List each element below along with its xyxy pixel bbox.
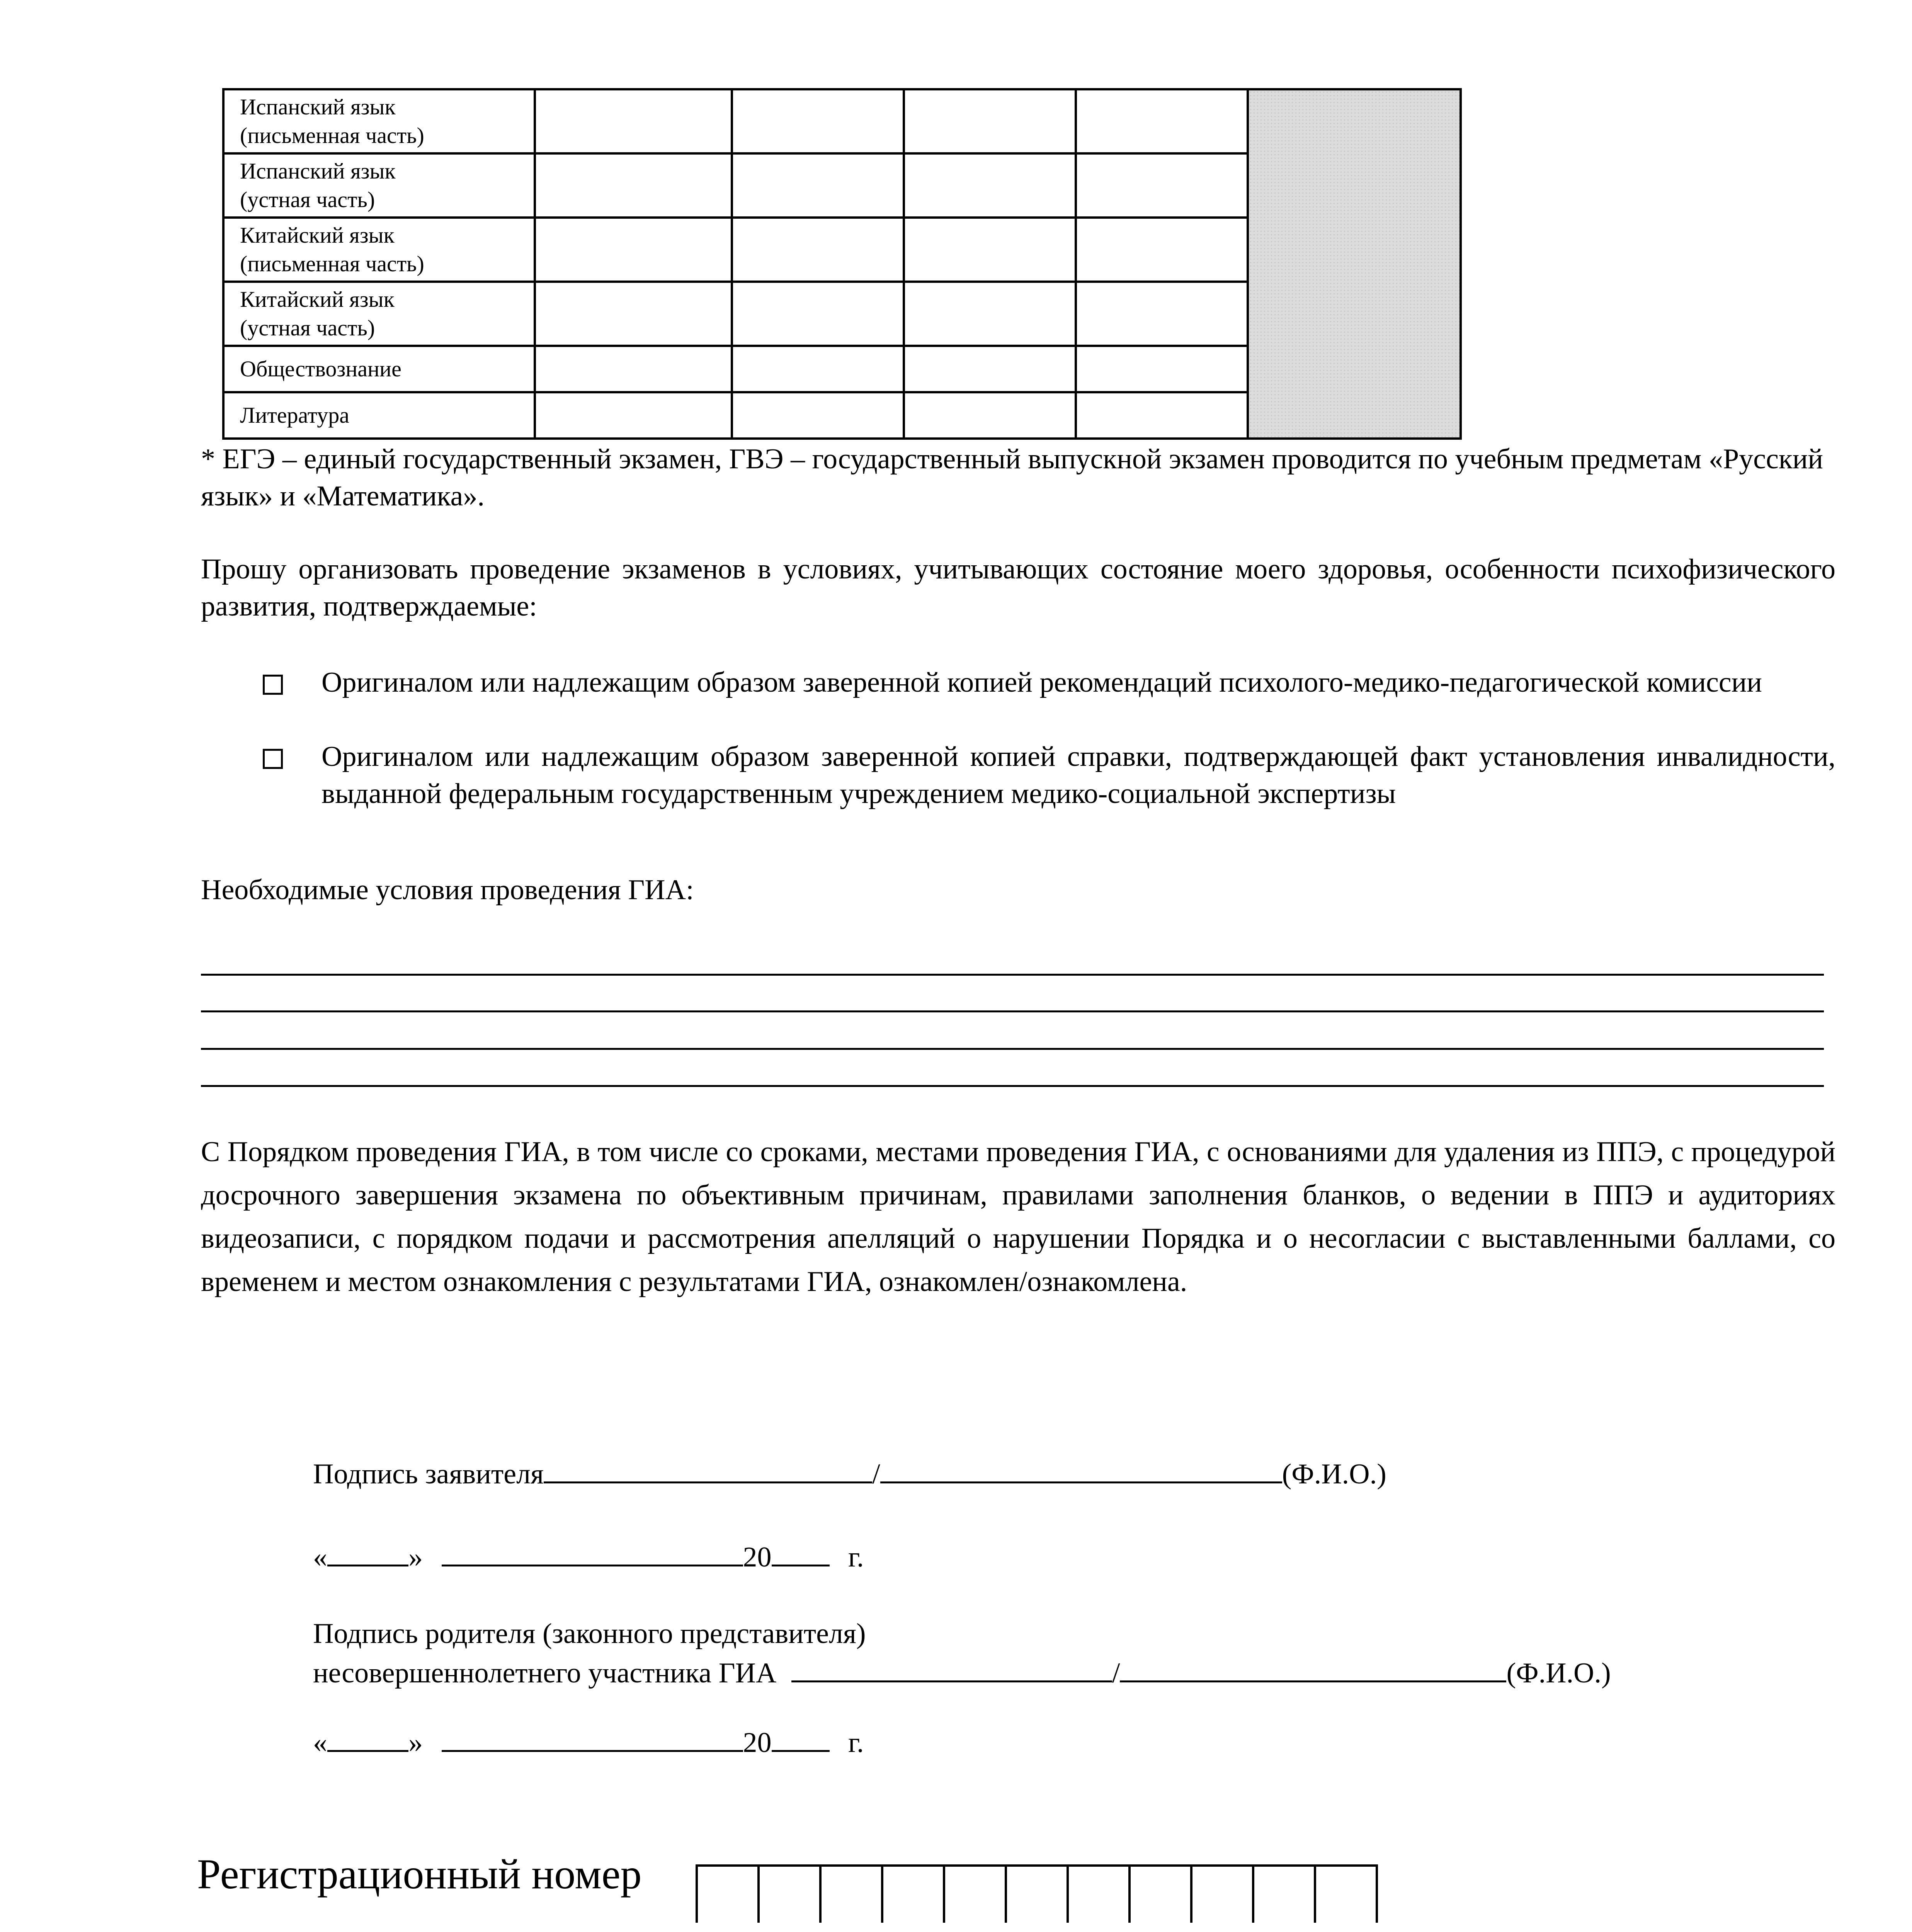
table-cell[interactable] (904, 153, 1076, 218)
registration-number-label: Регистрационный номер (197, 1850, 642, 1898)
parent-date-row (313, 1721, 864, 1761)
registration-number-box[interactable] (881, 1867, 943, 1923)
table-cell[interactable] (1076, 282, 1248, 346)
year-suffix: г. (848, 1727, 864, 1759)
request-paragraph: Прошу организовать проведение экзаменов в условиях, учитывающих состояние моего здоровья, особенности психофизического развития, подтверждаемые: (201, 553, 1835, 622)
date-quote-close: » (408, 1541, 423, 1573)
fio-label: (Ф.И.О.) (1506, 1657, 1611, 1689)
registration-number-box[interactable] (1067, 1867, 1128, 1923)
date-day-field[interactable] (327, 1721, 408, 1752)
applicant-signature-field[interactable] (544, 1453, 872, 1483)
subject-name: Обществознание (223, 346, 535, 392)
table-cell[interactable] (904, 282, 1076, 346)
conditions-line[interactable] (201, 1085, 1824, 1087)
registration-number-box[interactable] (757, 1867, 819, 1923)
subject-name: Испанский язык (письменная часть) (223, 89, 535, 153)
subject-name: Китайский язык (письменная часть) (223, 218, 535, 282)
parent-signature-field[interactable] (791, 1652, 1112, 1682)
conditions-line[interactable] (201, 1010, 1824, 1012)
year-prefix: 20 (743, 1541, 772, 1573)
parent-signature-row (313, 1652, 1611, 1692)
year-suffix: г. (848, 1541, 864, 1573)
subject-name: Литература (223, 392, 535, 439)
date-year-field[interactable] (772, 1536, 830, 1566)
date-quote-close: » (408, 1727, 423, 1759)
table-cell[interactable] (732, 218, 904, 282)
table-cell[interactable] (904, 346, 1076, 392)
registration-number-box[interactable] (1252, 1867, 1314, 1923)
parent-fio-field[interactable] (1120, 1652, 1506, 1682)
fio-label: (Ф.И.О.) (1282, 1458, 1386, 1490)
table-cell[interactable] (535, 153, 732, 218)
table-cell[interactable] (1076, 392, 1248, 439)
subjects-table (222, 88, 1462, 440)
slash: / (1112, 1657, 1120, 1689)
subject-name: Китайский язык (устная часть) (223, 282, 535, 346)
table-cell[interactable] (904, 392, 1076, 439)
basis-option-label: Оригиналом или надлежащим образом заверенной копией справки, подтверждающей факт установления инвалидности, выданной федеральным государственным учреждением медико-социальной экспертизы (322, 741, 1835, 810)
date-quote-open: « (313, 1541, 327, 1573)
basis-option-pmpk (263, 664, 1835, 701)
applicant-date-row (313, 1536, 864, 1576)
basis-option-disability (263, 738, 1835, 812)
footnote: * ЕГЭ – единый государственный экзамен, ГВЭ – государственный выпускной экзамен проводится по учебным предметам «Русский язык» и «Математика». (201, 443, 1823, 512)
registration-number-box[interactable] (1190, 1867, 1252, 1923)
registration-number-box[interactable] (819, 1867, 881, 1923)
table-cell[interactable] (1076, 218, 1248, 282)
parent-signature-label-2: несовершеннолетнего участника ГИА (313, 1657, 777, 1689)
table-cell[interactable] (732, 392, 904, 439)
table-row (223, 89, 1461, 153)
table-cell[interactable] (732, 346, 904, 392)
table-cell[interactable] (732, 282, 904, 346)
table-cell[interactable] (535, 218, 732, 282)
date-year-field[interactable] (772, 1721, 830, 1752)
table-cell[interactable] (535, 89, 732, 153)
registration-number-box[interactable] (943, 1867, 1005, 1923)
subject-name: Испанский язык (устная часть) (223, 153, 535, 218)
slash: / (872, 1458, 880, 1490)
date-month-field[interactable] (442, 1721, 743, 1752)
applicant-signature-row (313, 1453, 1386, 1493)
registration-number-box[interactable] (1128, 1867, 1190, 1923)
table-cell[interactable] (904, 218, 1076, 282)
table-cell[interactable] (1076, 89, 1248, 153)
year-prefix: 20 (743, 1727, 772, 1759)
table-cell[interactable] (535, 346, 732, 392)
conditions-label: Необходимые условия проведения ГИА: (201, 874, 694, 906)
registration-number-boxes[interactable] (696, 1864, 1378, 1923)
applicant-fio-field[interactable] (880, 1453, 1282, 1483)
parent-signature-label: Подпись родителя (законного представителя) (313, 1618, 866, 1650)
table-cell[interactable] (1076, 346, 1248, 392)
table-cell[interactable] (535, 282, 732, 346)
table-cell[interactable] (732, 89, 904, 153)
registration-number-box[interactable] (696, 1867, 757, 1923)
table-cell[interactable] (1076, 153, 1248, 218)
table-cell[interactable] (904, 89, 1076, 153)
conditions-line[interactable] (201, 974, 1824, 976)
table-cell[interactable] (732, 153, 904, 218)
checkbox[interactable] (263, 675, 283, 695)
date-quote-open: « (313, 1727, 327, 1759)
table-cell[interactable] (535, 392, 732, 439)
registration-number-box[interactable] (1005, 1867, 1067, 1923)
registration-number-box[interactable] (1314, 1867, 1378, 1923)
date-day-field[interactable] (327, 1536, 408, 1566)
applicant-signature-label: Подпись заявителя (313, 1458, 544, 1490)
checkbox[interactable] (263, 749, 283, 769)
acknowledgement-paragraph: С Порядком проведения ГИА, в том числе со сроками, местами проведения ГИА, с основаниями для удаления из ППЭ, с процедурой досрочного завершения экзамена по объективным причинам, правилами заполнения бланков, о ведении в ППЭ и аудиториях видеозаписи, с порядком подачи и рассмотрения апелляций о нарушении Порядка и о несогласии с выставленными баллами, со временем и местом ознакомления с результатами ГИА, ознакомлен/ознакомлена. (201, 1136, 1835, 1298)
conditions-line[interactable] (201, 1048, 1824, 1050)
shaded-column (1248, 89, 1461, 439)
basis-option-label: Оригиналом или надлежащим образом заверенной копией рекомендаций психолого-медико-педагогической комиссии (322, 667, 1762, 698)
date-month-field[interactable] (442, 1536, 743, 1566)
